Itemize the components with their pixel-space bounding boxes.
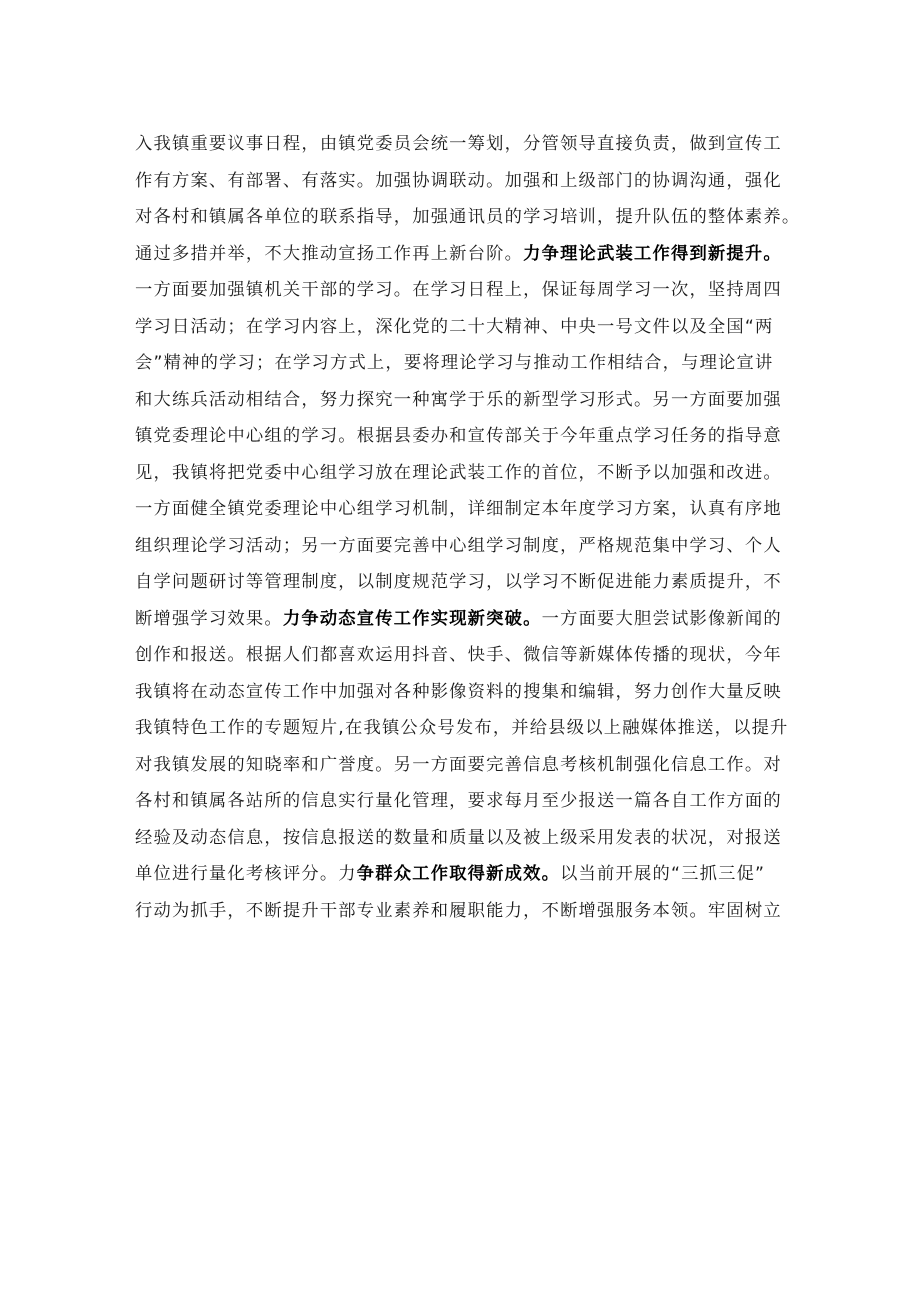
text-line (135, 564, 795, 601)
text-line (135, 382, 795, 419)
body-text: 断增强学习效果。 (135, 608, 283, 629)
body-text: 通过多措并举，不大推动宣扬工作再上新台阶。 (135, 243, 524, 264)
text-line (135, 783, 795, 820)
body-text: 见，我镇将把党委中心组学习放在理论武装工作的首位，不断予以加强和改进。 (135, 462, 782, 483)
text-line (135, 674, 795, 711)
body-text: 一方面要加强镇机关干部的学习。在学习日程上，保证每周学习一次，坚持周四 (135, 280, 782, 300)
text-line (135, 601, 795, 638)
text-line (135, 491, 795, 528)
text-line (135, 163, 795, 200)
body-text: 创作和报送。根据人们都喜欢运用抖音、快手、微信等新媒体传播的现状，今年 (135, 645, 782, 665)
text-line (135, 272, 795, 309)
body-text: 组织理论学习活动；另一方面要完善中心组学习制度，严格规范集中学习、个人 (135, 535, 782, 556)
bold-heading-text: 力争理论武装工作得到新提升。 (523, 243, 782, 264)
body-text: 入我镇重要议事日程，由镇党委员会统一筹划，分管领导直接负责，做到宣传工 (135, 134, 782, 154)
text-line (135, 236, 795, 273)
body-text: 我镇特色工作的专题短片,在我镇公众号发布，并给县级以上融媒体推送，以提升 (135, 718, 789, 738)
text-line (135, 820, 795, 857)
body-text: 我镇将在动态宣传工作中加强对各种影像资料的搜集和编辑，努力创作大量反映 (135, 681, 782, 702)
body-text: 和大练兵活动相结合，努力探究一种寓学于乐的新型学习形式。另一方面要加强 (135, 389, 782, 410)
text-line (135, 345, 795, 382)
text-line (135, 199, 801, 236)
text-line (135, 126, 795, 163)
text-line (135, 856, 795, 893)
bold-heading-text: 争群众工作取得新成效。 (356, 864, 561, 884)
body-text: 单位进行量化考核评分。力 (135, 864, 357, 884)
document-body (135, 126, 801, 929)
text-line (135, 528, 795, 565)
body-text: 自学问题研讨等管理制度，以制度规范学习，以学习不断促进能力素质提升，不 (135, 572, 782, 592)
text-line (135, 455, 795, 492)
text-line (135, 710, 795, 747)
text-line (135, 747, 795, 784)
body-text: 学习日活动；在学习内容上，深化党的二十大精神、中央一号文件以及全国“两 (135, 316, 774, 337)
body-text: 一方面要大胆尝试影像新闻的 (541, 608, 782, 629)
body-text: 以当前开展的“三抓三促” (560, 864, 766, 884)
text-line (135, 309, 795, 346)
body-text: 各村和镇属各站所的信息实行量化管理，要求每月至少报送一篇各自工作方面的 (135, 791, 782, 811)
body-text: 对各村和镇属各单位的联系指导，加强通讯员的学习培训，提升队伍的整体素养。 (135, 207, 801, 227)
body-text: 对我镇发展的知晓率和广誉度。另一方面要完善信息考核机制强化信息工作。对 (135, 754, 782, 775)
body-text: 镇党委理论中心组的学习。根据县委办和宣传部关于今年重点学习任务的指导意 (135, 426, 782, 446)
body-text: 作有方案、有部署、有落实。加强协调联动。加强和上级部门的协调沟通，强化 (135, 170, 782, 191)
body-text: 行动为抓手，不断提升干部专业素养和履职能力，不断增强服务本领。牢固树立 (135, 900, 782, 921)
body-text: 会”精神的学习；在学习方式上，要将理论学习与推动工作相结合，与理论宣讲 (135, 353, 774, 373)
text-line (135, 418, 795, 455)
text-line (135, 637, 795, 674)
body-text: 经验及动态信息，按信息报送的数量和质量以及被上级采用发表的状况，对报送 (135, 827, 782, 848)
bold-heading-text: 力争动态宣传工作实现新突破。 (282, 608, 542, 629)
text-line (135, 893, 795, 930)
body-text: 一方面健全镇党委理论中心组学习机制，详细制定本年度学习方案，认真有序地 (135, 499, 782, 519)
